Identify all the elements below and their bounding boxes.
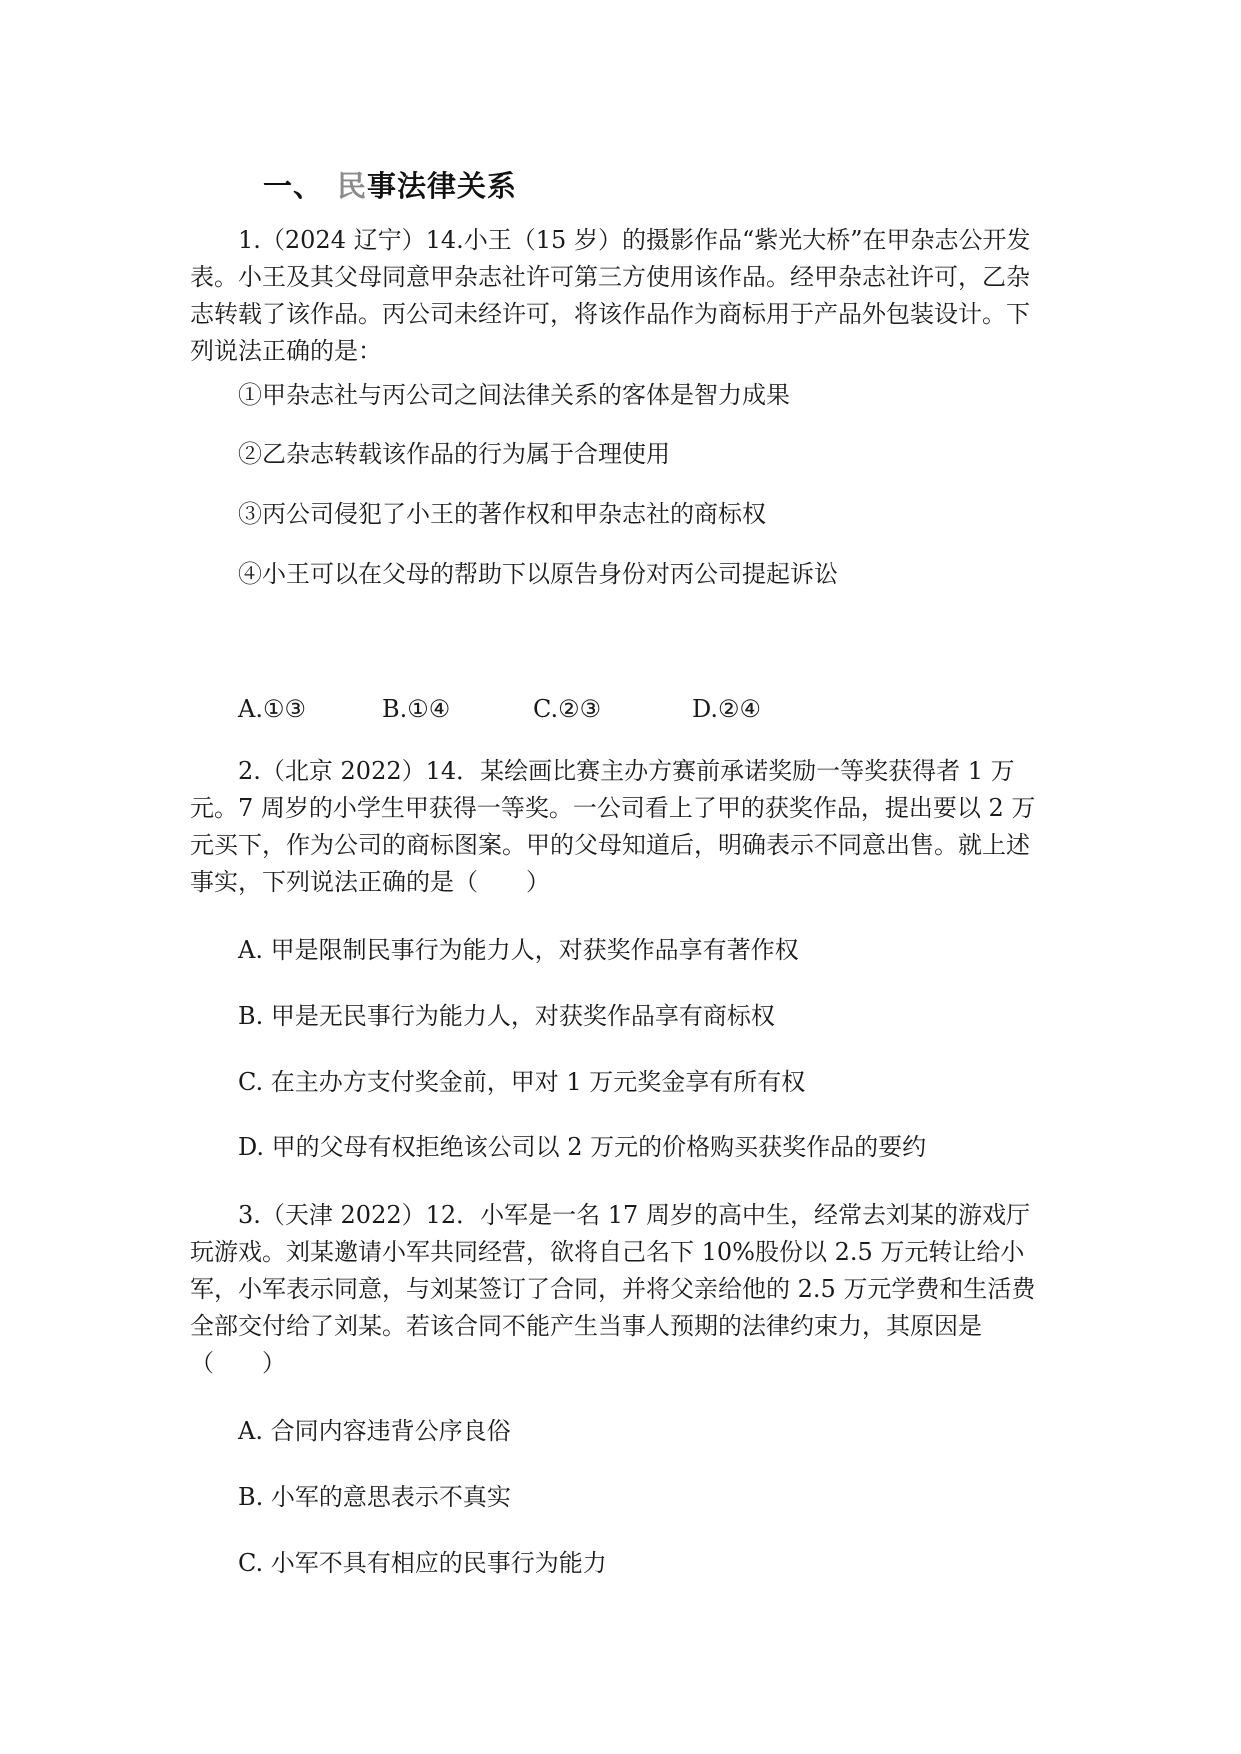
q1-choice-b: B.①④ bbox=[382, 695, 451, 723]
question-2-stem: 2.（北京 2022）14．某绘画比赛主办方赛前承诺奖励一等奖获得者 1 万元。7 周岁的小学生甲获得一等奖。一公司看上了甲的获奖作品，提出要以 2 万元买下，作为公司的商标图案。甲的父母知道后，明确表示不同意出售。就上述事实，下列说法正确的是（ ） bbox=[190, 757, 1036, 896]
q1-choice-a: A.①③ bbox=[238, 695, 306, 723]
q1-choice-d: D.②④ bbox=[692, 695, 762, 723]
q3-option-b: B. 小军的意思表示不真实 bbox=[238, 1483, 511, 1511]
section-heading bbox=[263, 164, 517, 205]
q2-option-d: D. 甲的父母有权拒绝该公司以 2 万元的价格购买获奖作品的要约 bbox=[238, 1133, 927, 1161]
section-title-rest: 事法律关系 bbox=[367, 169, 518, 203]
question-3-stem: 3.（天津 2022）12．小军是一名 17 周岁的高中生，经常去刘某的游戏厅玩游戏。刘某邀请小军共同经营，欲将自己名下 10%股份以 2.5 万元转让给小军，小军表示同意，与刘某签订了合同，并将父亲给他的 2.5 万元学费和生活费全部交付给了刘某。若该合同不能产生当事人预期的法律约束力，其原因是（ ） bbox=[190, 1201, 1036, 1377]
question-1-stem: 1.（2024 辽宁）14.小王（15 岁）的摄影作品“紫光大桥”在甲杂志公开发表。小王及其父母同意甲杂志社许可第三方使用该作品。经甲杂志社许可，乙杂志转载了该作品。丙公司未经许可，将该作品作为商标用于产品外包装设计。下列说法正确的是： bbox=[190, 226, 1031, 365]
q1-statement-3: ③丙公司侵犯了小王的著作权和甲杂志社的商标权 bbox=[238, 500, 766, 528]
q2-option-b: B. 甲是无民事行为能力人，对获奖作品享有商标权 bbox=[238, 1002, 775, 1030]
section-title-first-char: 民 bbox=[337, 169, 368, 203]
q3-option-c: C. 小军不具有相应的民事行为能力 bbox=[238, 1549, 607, 1577]
q3-option-a: A. 合同内容违背公序良俗 bbox=[238, 1417, 511, 1445]
q1-statement-4: ④小王可以在父母的帮助下以原告身份对丙公司提起诉讼 bbox=[238, 560, 838, 588]
q1-statement-1: ①甲杂志社与丙公司之间法律关系的客体是智力成果 bbox=[238, 381, 790, 409]
q1-statement-2: ②乙杂志转载该作品的行为属于合理使用 bbox=[238, 440, 670, 468]
q1-choice-c: C.②③ bbox=[533, 695, 602, 723]
section-number: 一、 bbox=[263, 169, 324, 203]
q2-option-a: A. 甲是限制民事行为能力人，对获奖作品享有著作权 bbox=[238, 936, 799, 964]
q2-option-c: C. 在主办方支付奖金前，甲对 1 万元奖金享有所有权 bbox=[238, 1068, 806, 1096]
